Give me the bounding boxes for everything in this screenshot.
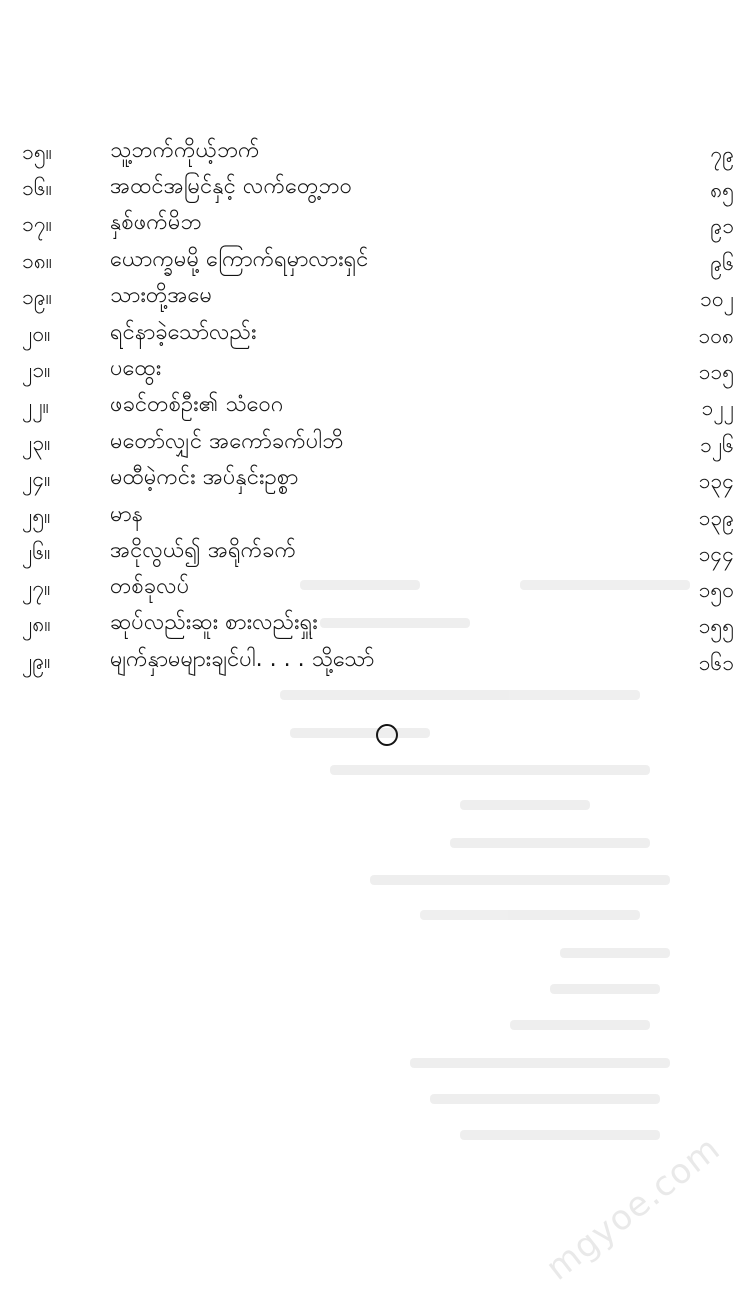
entry-number: ၂၄။: [22, 467, 51, 491]
entry-number: ၂၆။: [22, 540, 51, 564]
entry-title: သူ့ဘက်ကိုယ့်ဘက်: [110, 138, 260, 163]
entry-title: မာန: [110, 502, 143, 527]
entry-number: ၂၇။: [22, 576, 51, 600]
entry-page-number: ၁၅၀: [698, 578, 734, 602]
watermark-logo: mgyoe.com: [538, 1128, 728, 1289]
entry-title: ယောက္ခမမို့ ကြောက်ရမှာလားရှင်: [110, 247, 369, 272]
entry-page-number: ၁၃၉: [698, 506, 734, 530]
toc-entry: [22, 172, 734, 206]
entry-number: ၂၁။: [22, 358, 51, 382]
entry-page-number: ၉၁: [710, 214, 734, 238]
entry-number: ၂၈။: [22, 612, 51, 636]
entry-number: ၁၈။: [22, 249, 53, 273]
entry-title: ပထွေး: [110, 356, 162, 381]
entry-title: အထင်အမြင်နှင့် လက်တွေ့ဘဝ: [110, 174, 352, 199]
entry-page-number: ၁၀၈: [698, 324, 734, 348]
entry-page-number: ၁၆၁: [698, 651, 734, 675]
entry-number: ၂၃။: [22, 431, 51, 455]
entry-number: ၁၉။: [22, 285, 52, 309]
entry-number: ၁၇။: [22, 212, 52, 236]
reverse-page-bleed: [260, 500, 740, 1190]
entry-page-number: ၁၂၂: [701, 396, 734, 420]
entry-title: ဆုပ်လည်းဆူး စားလည်းရှူး: [110, 610, 318, 635]
entry-title: အငိုလွယ်၍ အရိုက်ခက်: [110, 538, 297, 563]
toc-entry: [22, 208, 734, 242]
toc-entry: [22, 245, 734, 279]
entry-title: မထီမဲ့ကင်း အပ်နှင်းဥစ္စာ: [110, 465, 299, 490]
entry-number: ၂၉။: [22, 649, 51, 673]
entry-number: ၂၅။: [22, 504, 51, 528]
entry-title: တစ်ခုလပ်: [110, 574, 190, 599]
toc-entry: [22, 136, 734, 170]
entry-title: မတော်လျှင် အကော်ခက်ပါဘိ: [110, 429, 344, 454]
toc-entry: [22, 427, 734, 461]
toc-entry: [22, 463, 734, 497]
toc-entry: [22, 354, 734, 388]
entry-title: သားတို့အမေ: [110, 283, 213, 308]
entry-page-number: ၁၂၆: [700, 433, 734, 457]
entry-page-number: ၉၆: [710, 251, 734, 275]
entry-page-number: ၁၁၅: [698, 360, 734, 384]
entry-page-number: ၁၄၄: [698, 542, 734, 566]
entry-number: ၁၅။: [22, 140, 52, 164]
entry-page-number: ၁၅၅: [698, 614, 734, 638]
toc-entry: [22, 281, 734, 315]
entry-number: ၂၀။: [22, 322, 51, 346]
entry-page-number: ၇၉: [710, 142, 734, 166]
entry-title: မျက်နှာမများချင်ပါ. . . . သို့သော်: [110, 647, 375, 672]
entry-title: ရင်နာခဲ့သော်လည်း: [110, 320, 257, 345]
entry-title: ဖခင်တစ်ဦး၏ သံဝေဂ: [110, 392, 284, 417]
toc-entry: [22, 390, 734, 424]
entry-page-number: ၁၀၂: [700, 287, 734, 311]
entry-page-number: ၁၃၄: [698, 469, 734, 493]
entry-number: ၁၆။: [22, 176, 52, 200]
entry-title: နှစ်ဖက်မိဘ: [110, 210, 202, 235]
entry-page-number: ၈၅: [710, 178, 734, 202]
entry-number: ၂၂။: [22, 394, 49, 418]
toc-entry: [22, 318, 734, 352]
